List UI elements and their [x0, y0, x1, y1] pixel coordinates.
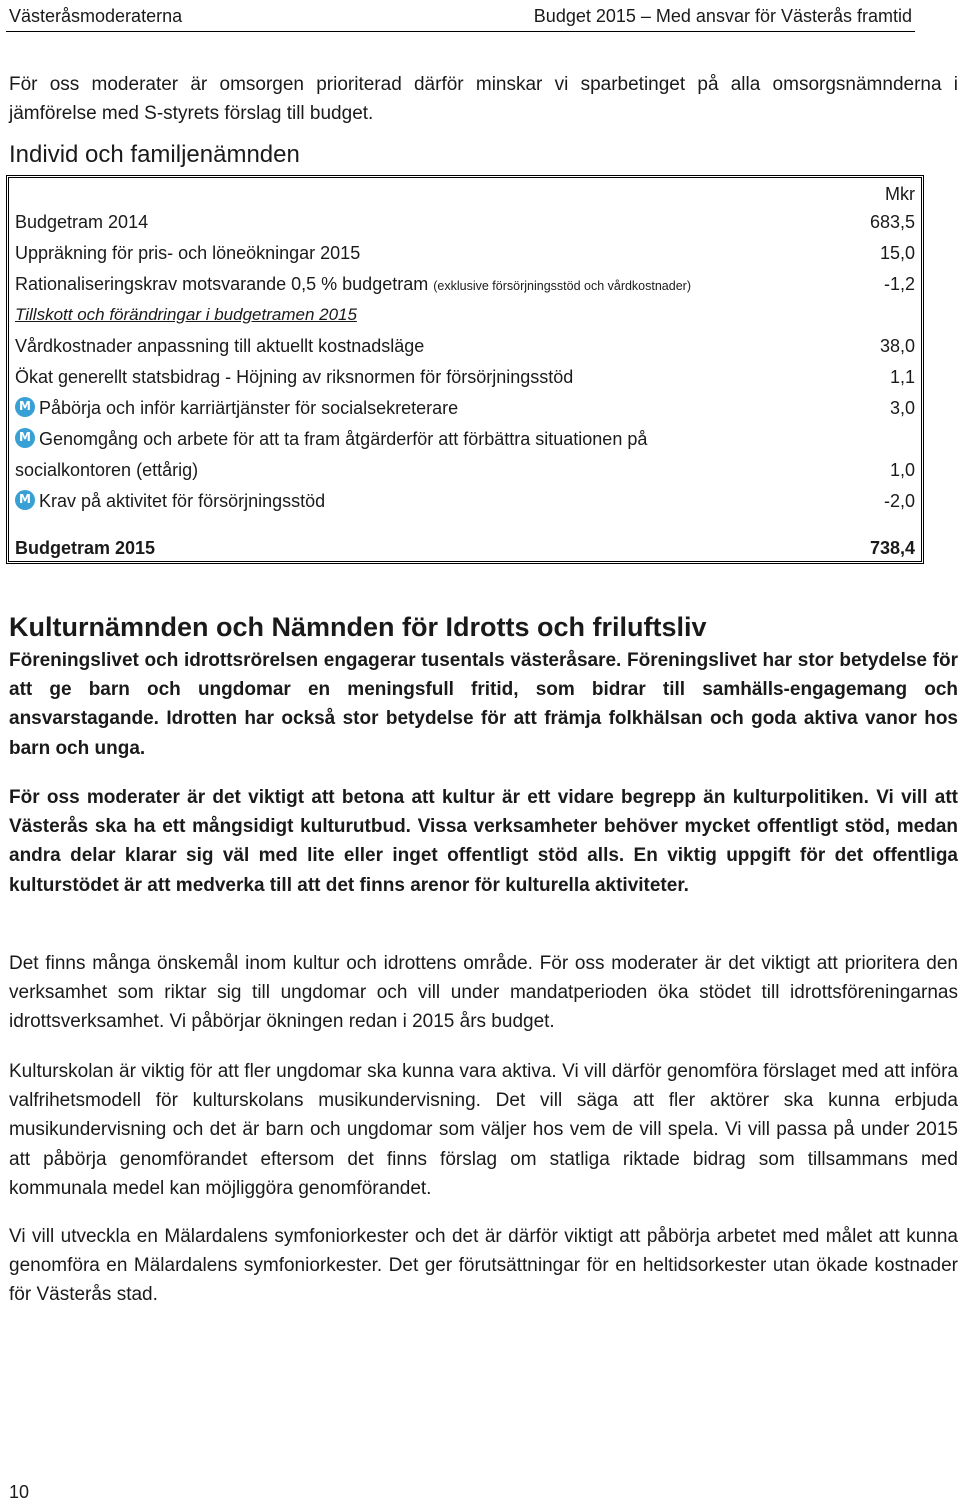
- header-right: Budget 2015 – Med ansvar för Västerås framtid: [533, 5, 912, 26]
- unit-label: Mkr: [885, 183, 915, 204]
- table-row: [15, 207, 915, 237]
- table-row: [15, 455, 915, 485]
- row-label: Krav på aktivitet för försörjningsstöd: [39, 491, 326, 511]
- row-value: 15,0: [879, 242, 915, 263]
- total-value: 738,4: [869, 537, 915, 558]
- subheading-label: Tillskott och förändringar i budgetramen 2015: [15, 305, 357, 324]
- row-value: 1,0: [889, 459, 915, 480]
- row-note: (exklusive försörjningsstöd och vårdkostnader): [433, 278, 691, 293]
- table-row: [15, 486, 915, 516]
- row-label-group: [15, 274, 691, 295]
- table-row: [15, 424, 915, 454]
- page-number: 10: [9, 1482, 30, 1502]
- row-value: -2,0: [883, 490, 915, 511]
- row-value: 3,0: [889, 397, 915, 418]
- table-row: [15, 393, 915, 423]
- row-value: 38,0: [879, 335, 915, 356]
- kultur-paragraph: Vi vill utveckla en Mälardalens symfoniorkester och det är därför viktigt att påbörja arbetet med målet att kunna genomföra en Mälardalens symfoniorkester. Det ger förutsättningar för en heltidsorkester utan ökade kostnader för Västerås stad.: [9, 1226, 958, 1306]
- row-label: Budgetram 2014: [15, 211, 149, 232]
- moderaterna-logo-icon: [15, 428, 35, 448]
- row-label-group: [15, 490, 325, 512]
- row-label-group: [15, 397, 458, 419]
- row-value: 1,1: [889, 366, 915, 387]
- page-header: [9, 2, 912, 30]
- kultur-section-title: Kulturnämnden och Nämnden för Idrotts och friluftsliv: [9, 612, 707, 642]
- row-label: Påbörja och inför karriärtjänster för socialsekreterare: [39, 398, 459, 418]
- unit-header: [15, 179, 915, 209]
- table-row: [15, 331, 915, 361]
- moderaterna-logo-icon: [15, 490, 35, 510]
- total-label: Budgetram 2015: [15, 537, 156, 558]
- table-row: [15, 362, 915, 392]
- row-value: -1,2: [883, 273, 915, 294]
- header-left: Västeråsmoderaterna: [9, 5, 183, 26]
- header-rule: [6, 31, 915, 32]
- row-label: Vårdkostnader anpassning till aktuellt kostnadsläge: [15, 335, 425, 356]
- kultur-paragraph: Det finns många önskemål inom kultur och idrottens område. För oss moderater är det viktigt att prioritera den verksamhet som riktar sig till ungdomar och vill under mandatperioden öka stödet till idrottsföreningarnas idrottsverksamhet. Vi påbörjar ökningen redan i 2015 års budget.: [9, 953, 958, 1033]
- table-row: [15, 238, 915, 268]
- subheading-row: [15, 300, 915, 330]
- row-label: Uppräkning för pris- och löneökningar 2015: [15, 242, 361, 263]
- row-label: Genomgång och arbete för att ta fram åtgärderför att förbättra situationen på: [39, 429, 648, 449]
- row-label: Rationaliseringskrav motsvarande 0,5 % budgetram: [15, 273, 429, 294]
- moderaterna-logo-icon: [15, 397, 35, 417]
- kultur-paragraph: För oss moderater är det viktigt att betona att kultur är ett vidare begrepp än kulturpolitiken. Vi vill att Västerås ska ha ett mångsidigt kulturutbud. Vissa verksamheter behöver mycket offentligt stöd, medan andra delar klarar sig väl med lite eller inget offentligt stöd alls. En viktig uppgift för det offentliga kulturstödet är att medverka till att det finns arenor för kulturella aktiviteter.: [9, 787, 958, 896]
- row-label: socialkontoren (ettårig): [15, 459, 199, 480]
- section-title: Individ och familjenämnden: [9, 141, 300, 168]
- kultur-paragraph: Föreningslivet och idrottsrörelsen engagerar tusentals västeråsare. Föreningslivet har stor betydelse för att ge barn och ungdomar en meningsfull fritid, som bidrar till samhälls-engagemang och ansvarstagande. Idrotten har också stor betydelse för att främja folkhälsan och goda aktiva vanor hos barn och unga.: [9, 650, 958, 759]
- table-row: [15, 269, 915, 299]
- total-row: [15, 533, 915, 563]
- row-value: 683,5: [869, 211, 915, 232]
- budget-table: [6, 175, 924, 564]
- kultur-paragraph: Kulturskolan är viktig för att fler ungdomar ska kunna vara aktiva. Vi vill därför genomföra förslaget med att införa valfrihetsmodell för kulturskolans musikundervisning. Det vill säga att fler aktörer ska kunna erbjuda musikundervisning och det är barn och ungdomar som väljer hos vem de vill spela. Vi vill passa på under 2015 att påbörja genomförandet eftersom det finns förslag om statliga riktade bidrag som tillsammans med kommunala medel kan möjliggöra genomförandet.: [9, 1061, 958, 1199]
- row-label-group: [15, 428, 647, 450]
- intro-paragraph: För oss moderater är omsorgen prioriterad därför minskar vi sparbetinget på alla omsorgsnämnderna i jämförelse med S-styrets förslag till budget.: [9, 74, 958, 124]
- row-label: Ökat generellt statsbidrag - Höjning av riksnormen för försörjningsstöd: [15, 366, 574, 387]
